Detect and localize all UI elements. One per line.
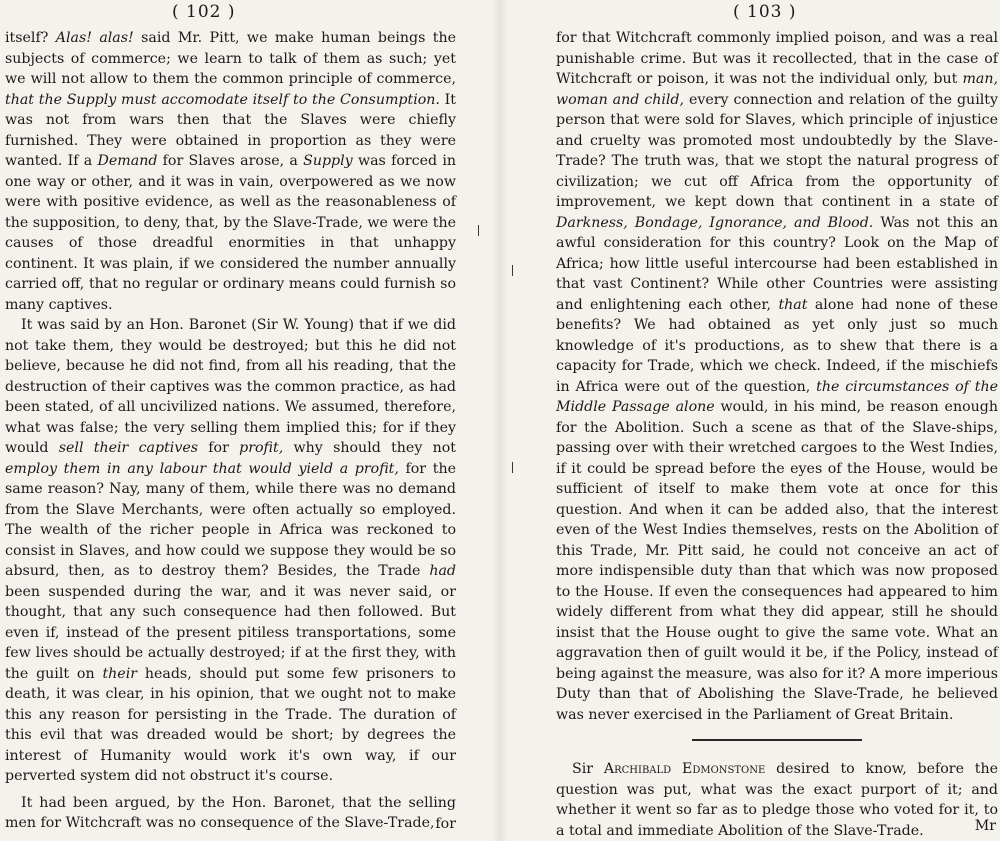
- margin-mark: [478, 225, 479, 236]
- text-run: desired to know, before the question was put, what was the exact purport of it; and whether it went so far as to pledge those who voted for it, to a total and immediate Abolition of the Slave-Trade.: [556, 761, 998, 839]
- page-number-right: ( 103 ): [733, 2, 797, 22]
- italic-run: Alas! alas!: [55, 30, 134, 46]
- page-number-left: ( 102 ): [172, 2, 236, 22]
- paragraph: [5, 793, 456, 834]
- catchword-left: for: [435, 816, 456, 832]
- italic-run: that the Supply must accomodate itself to the Consumption.: [5, 91, 440, 108]
- paragraph: [5, 28, 456, 315]
- text-run: for that Witchcraft commonly implied poison, and was a real punishable crime. But was it recollected, that in the case of Witchcraft or poison, it was not the individual only, but: [556, 30, 998, 87]
- italic-run: employ them in any labour that would yield a profit,: [5, 460, 399, 477]
- section-divider: [692, 739, 862, 741]
- catchword-right: Mr: [974, 818, 996, 834]
- text-run: for the same reason? Nay, many of them, while there was no demand from the Slave Merchants, were often actually so employed. The wealth of the richer people in Africa was reckoned to consist in Slaves, and how could we suppose they would be so absurd, then, as to destroy them? Besides, the Trade: [5, 460, 456, 579]
- text-run: been suspended during the war, and it was never said, or thought, that any such consequence had then followed. But even if, instead of the present pitiless transportations, some few lives should be actually destroyed; if at the first they, with the guilt on: [5, 583, 456, 682]
- speaker-name: Archibald Edmonstone: [603, 761, 766, 777]
- italic-run: had: [429, 563, 456, 579]
- italic-run: that: [778, 296, 808, 313]
- right-page: [508, 0, 1000, 841]
- paragraph: [556, 759, 998, 841]
- text-run: It was said by an Hon. Baronet (Sir W. Young) that if we did not take them, they would be destroyed; but this he did not believe, because he did not find, from all his reading, that the destruction of their captives was the common practice, as had been stated, of all uncivilized nations. We assumed, therefore, what was false; the very selling them implied this; for if they would: [5, 317, 456, 456]
- italic-run: man, woman and child,: [556, 71, 998, 108]
- paragraph: [556, 28, 998, 725]
- italic-run: profit,: [239, 440, 284, 456]
- text-run: was forced in one way or other, and it was in vain, overpowered as we now were with positive evidence, as well as the reasonableness of the supposition, to deny, that, by the Slave-Trade, we were the causes of those dreadful enormities in that unhappy continent. It was plain, if we considered the number annually carried off, that no regular or ordinary means could furnish so many captives.: [5, 153, 457, 313]
- paragraph: [5, 315, 456, 787]
- book-gutter: [492, 0, 508, 841]
- text-run: It had been argued, by the Hon. Baronet, that the selling men for Witchcraft was no consequence of the Slave-Trade,: [5, 794, 456, 831]
- text-run: Sir: [572, 761, 604, 777]
- left-page-text: [5, 28, 456, 834]
- text-run: would, in his mind, be reason enough for the Abolition. Such a scene as that of the Slave-ships, passing over with their wretched cargoes to the West Indies, if it could be spread before the eyes of the House, would be sufficient of itself to make them vote at once for this question. And when it can be added also, that the interest even of the West Indies themselves, rests on the Abolition of this Trade, Mr. Pitt said, he could not conceive an act of more indispensible duty than that which was now proposed to the House. If even the consequences had appeared to him widely different from what they did appear, still he should insist that the House ought to give the same vote. What an aggravation then of guilt would it be, if the Policy, instead of being against the measure, was also for it? A more imperious Duty than that of Abolishing the Slave-Trade, he believed was never exercised in the Parliament of Great Britain.: [556, 399, 998, 723]
- text-run: for Slaves arose, a: [157, 153, 304, 169]
- text-run: why should they not: [283, 440, 457, 456]
- text-run: said Mr. Pitt, we make human beings the subjects of commerce; we learn to talk of them as such; yet we will not allow to them the common principle of commerce,: [5, 30, 457, 87]
- text-run: itself?: [5, 30, 56, 46]
- margin-mark: [512, 265, 513, 276]
- text-run: every connection and relation of the guilty person that were sold for Slaves, which principle of injustice and cruelty was promoted most undoubtedly by the Slave-Trade? The truth was, that we stopt the natural progress of civilization; we cut off Africa from the opportunity of improvement, we kept down that continent in a state of: [556, 91, 998, 210]
- right-page-text: [556, 28, 998, 841]
- italic-run: their: [102, 665, 138, 682]
- italic-run: sell their captives: [58, 440, 199, 456]
- italic-run: Supply: [303, 153, 353, 169]
- text-run: for: [198, 440, 240, 456]
- text-run: alone had none of these benefits? We had obtained as yet only just so much knowledge of it's productions, as to shew that there is a capacity for Trade, which we check. Indeed, if the mischiefs in Africa were out of the question,: [556, 296, 998, 395]
- left-page: [0, 0, 492, 841]
- margin-mark: [512, 462, 513, 473]
- italic-run: Darkness, Bondage, Ignorance, and Blood.: [556, 214, 874, 231]
- italic-run: Demand: [97, 153, 158, 169]
- text-run: Was not this an awful consideration for this country? Look on the Map of Africa; how little useful intercourse had been established in that vast Continent? While other Countries were assisting and enlightening each other,: [556, 214, 999, 313]
- italic-run: the circumstances of the Middle Passage alone: [556, 378, 998, 415]
- text-run: heads, should put some few prisoners to death, it was clear, in his opinion, that we ought not to make this any reason for persisting in the Trade. The duration of this evil that was dreaded would be short; by degrees the interest of Humanity would work it's own way, if our perverted system did not obstruct it's course.: [5, 665, 456, 784]
- text-run: It was not from wars then that the Slaves were chiefly furnished. They were obtained in proportion as they were wanted. If a: [5, 91, 456, 169]
